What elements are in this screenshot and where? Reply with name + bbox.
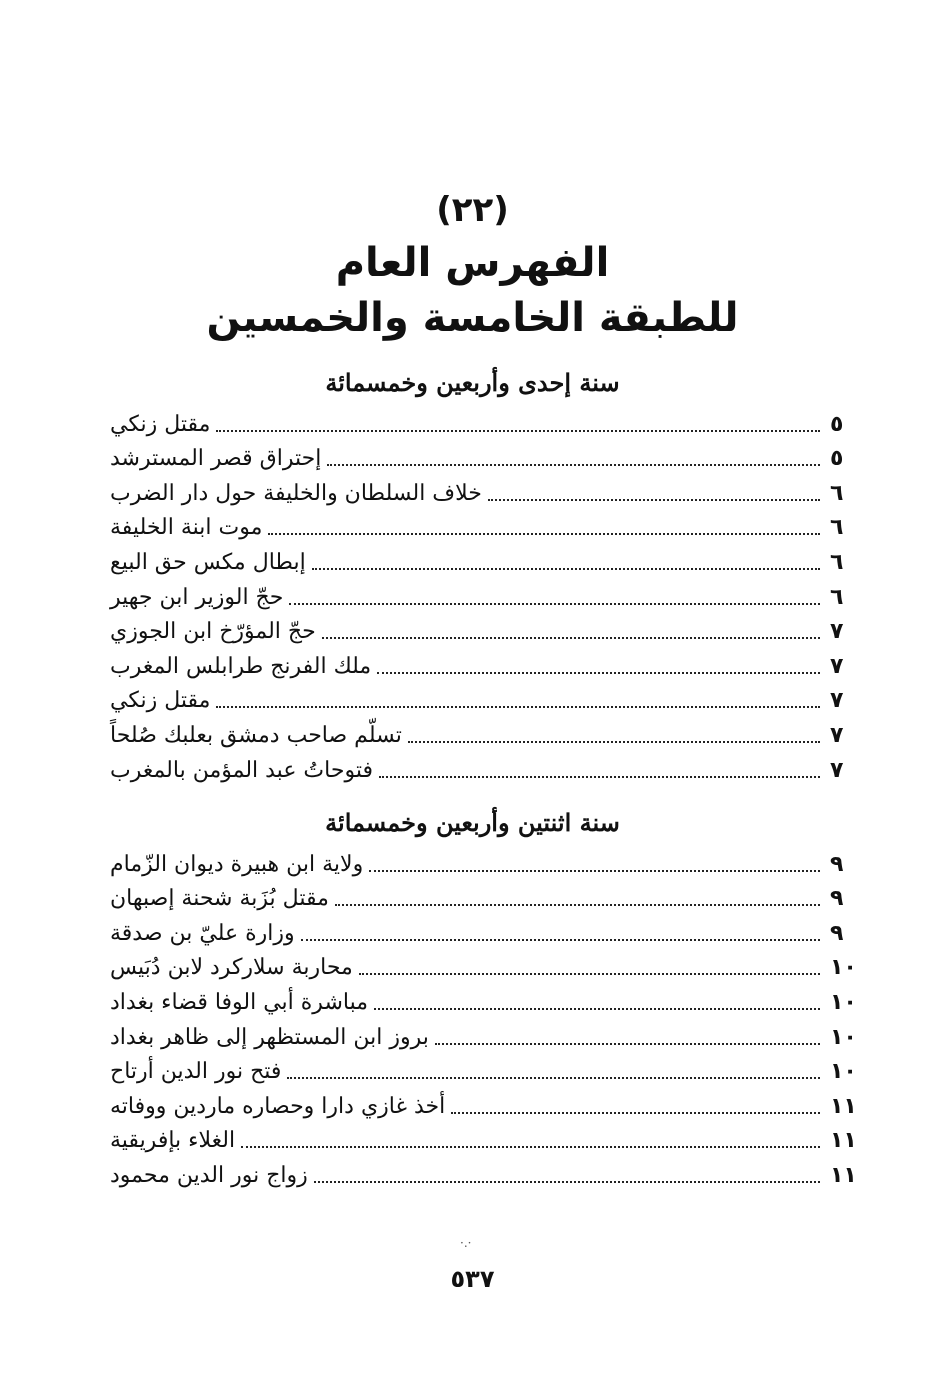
dot-leader xyxy=(488,498,820,501)
toc-entry xyxy=(110,647,860,682)
toc-list-541 xyxy=(110,405,860,786)
decorative-mark: ·.· xyxy=(460,1236,472,1250)
toc-entry-page: ٥ xyxy=(830,446,844,472)
index-number: (٢٢) xyxy=(436,190,509,230)
toc-entry-title: إحتراق قصر المسترشد xyxy=(110,446,322,472)
dot-leader xyxy=(435,1042,820,1045)
dot-leader xyxy=(379,775,820,778)
toc-entry-page: ١٠ xyxy=(830,1059,857,1085)
toc-entry-page: ٧ xyxy=(830,619,844,645)
toc-entry-page: ٥ xyxy=(830,411,844,437)
toc-entry-title: مقتل زنكي xyxy=(110,411,211,437)
toc-entry-title: حجّ الوزير ابن جهير xyxy=(110,584,284,610)
toc-entry-page: ٦ xyxy=(830,480,844,506)
dot-leader xyxy=(374,1007,820,1010)
toc-entry-title: فتح نور الدين أرتاح xyxy=(110,1059,282,1085)
toc-entry-title: موت ابنة الخليفة xyxy=(110,515,263,541)
dot-leader xyxy=(451,1111,820,1114)
toc-entry xyxy=(110,578,860,613)
toc-entry xyxy=(110,880,860,915)
toc-entry xyxy=(110,845,860,880)
dot-leader xyxy=(268,532,820,535)
toc-entry-page: ١١ xyxy=(830,1162,857,1188)
toc-entry xyxy=(110,509,860,544)
toc-entry xyxy=(110,543,860,578)
toc-entry-page: ٩ xyxy=(830,886,844,912)
dot-leader xyxy=(377,671,820,674)
section-heading-542: سنة اثنتين وأربعين وخمسمائة xyxy=(325,808,620,837)
toc-entry-title: مقتل زنكي xyxy=(110,688,211,714)
toc-entry xyxy=(110,474,860,509)
toc-entry-title: فتوحاتُ عبد المؤمن بالمغرب xyxy=(110,757,373,783)
toc-entry-page: ٩ xyxy=(830,920,844,946)
dot-leader xyxy=(335,903,820,906)
dot-leader xyxy=(312,567,820,570)
dot-leader xyxy=(408,740,820,743)
dot-leader xyxy=(289,602,820,605)
footer-page-number: ٥٣٧ xyxy=(450,1265,495,1293)
dot-leader xyxy=(216,705,820,708)
dot-leader xyxy=(314,1180,820,1183)
toc-entry xyxy=(110,949,860,984)
toc-entry-title: بروز ابن المستظهر إلى ظاهر بغداد xyxy=(110,1024,429,1050)
toc-entry xyxy=(110,1053,860,1088)
toc-entry-title: مقتل بُزَبة شحنة إصبهان xyxy=(110,886,329,912)
page-subtitle: للطبقة الخامسة والخمسين xyxy=(206,295,739,341)
toc-entry xyxy=(110,405,860,440)
toc-entry-page: ٧ xyxy=(830,722,844,748)
page-title: الفهرس العام xyxy=(335,240,610,286)
toc-entry-page: ١١ xyxy=(830,1128,857,1154)
toc-entry-page: ١٠ xyxy=(830,955,857,981)
toc-entry-title: خلاف السلطان والخليفة حول دار الضرب xyxy=(110,480,482,506)
dot-leader xyxy=(241,1145,820,1148)
toc-entry-title: حجّ المؤرّخ ابن الجوزي xyxy=(110,619,316,645)
toc-entry xyxy=(110,1087,860,1122)
toc-entry-page: ١٠ xyxy=(830,989,857,1015)
toc-entry xyxy=(110,1122,860,1157)
dot-leader xyxy=(327,463,820,466)
toc-entry xyxy=(110,682,860,717)
toc-entry-title: الغلاء بإفريقية xyxy=(110,1128,236,1154)
toc-entry xyxy=(110,716,860,751)
toc-entry-title: زواج نور الدين محمود xyxy=(110,1162,308,1188)
toc-entry xyxy=(110,1018,860,1053)
toc-entry xyxy=(110,1156,860,1191)
toc-entry xyxy=(110,440,860,475)
dot-leader xyxy=(322,636,820,639)
toc-entry-title: ملك الفرنج طرابلس المغرب xyxy=(110,653,372,679)
toc-entry-page: ١٠ xyxy=(830,1024,857,1050)
toc-entry-page: ٧ xyxy=(830,688,844,714)
dot-leader xyxy=(369,869,820,872)
toc-entry-title: تسلّم صاحب دمشق بعلبك صُلحاً xyxy=(110,722,402,748)
dot-leader xyxy=(359,972,820,975)
toc-entry-title: أخذ غازي دارا وحصاره ماردين ووفاته xyxy=(110,1093,446,1119)
toc-entry-page: ٩ xyxy=(830,851,844,877)
toc-entry-page: ٦ xyxy=(830,584,844,610)
toc-entry xyxy=(110,983,860,1018)
toc-entry xyxy=(110,613,860,648)
dot-leader xyxy=(301,938,820,941)
toc-entry-page: ٧ xyxy=(830,653,844,679)
toc-list-542 xyxy=(110,845,860,1191)
toc-entry-page: ٧ xyxy=(830,757,844,783)
dot-leader xyxy=(216,429,820,432)
dot-leader xyxy=(287,1076,820,1079)
toc-entry-page: ٦ xyxy=(830,515,844,541)
toc-entry-title: وزارة عليّ بن صدقة xyxy=(110,920,295,946)
toc-entry-title: ولاية ابن هبيرة ديوان الزّمام xyxy=(110,851,364,877)
toc-entry-title: مباشرة أبي الوفا قضاء بغداد xyxy=(110,989,369,1015)
section-heading-541: سنة إحدى وأربعين وخمسمائة xyxy=(325,368,620,397)
toc-entry-page: ٦ xyxy=(830,549,844,575)
toc-entry-title: محاربة سلاركرد لابن دُبَيس xyxy=(110,955,353,981)
toc-entry xyxy=(110,914,860,949)
toc-entry xyxy=(110,751,860,786)
toc-entry-title: إبطال مكس حق البيع xyxy=(110,549,306,575)
toc-entry-page: ١١ xyxy=(830,1093,857,1119)
